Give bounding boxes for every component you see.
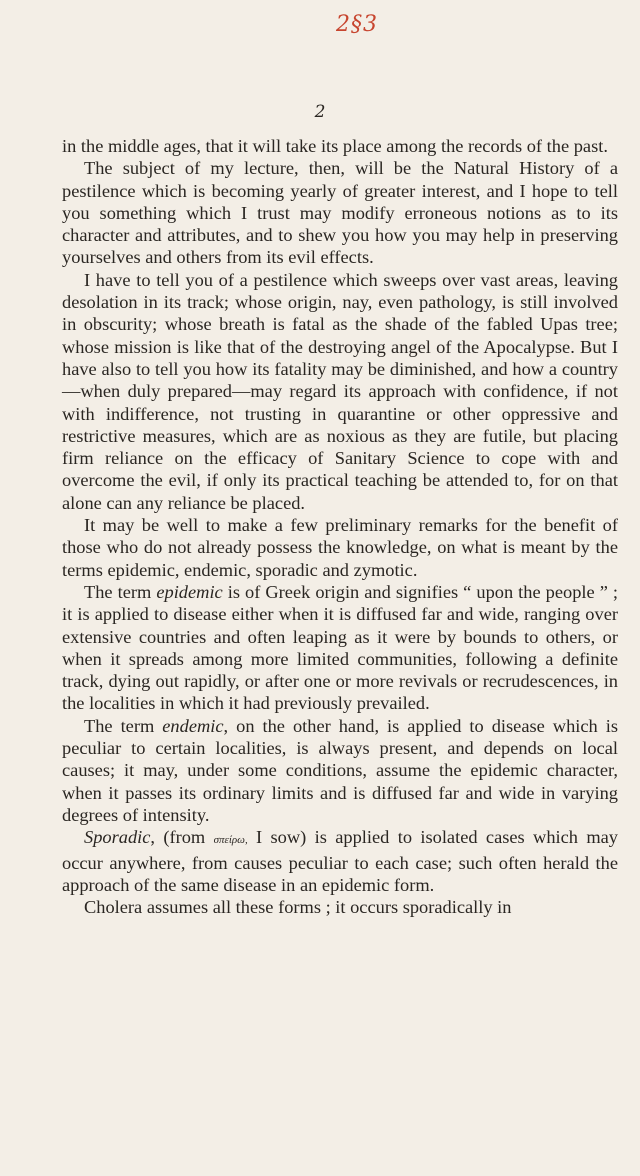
paragraph-sporadic-post: I sow) is applied to isolated cases which may occur anywhere, from causes peculiar to each case; such often herald the approach of the same disease in an epidemic form. [62,827,618,895]
paragraph-endemic-post: , on the other hand, is applied to disease which is peculiar to certain localities, is always present, and depends on local causes; it may, under some conditions, assume the epidemic character, when it passes its ordinary limits and is diffused far and wide in varying degrees of intensity. [62,715,618,825]
paragraph-sporadic [62,826,618,896]
paragraph-epidemic [62,581,618,715]
paragraph-1: in the middle ages, that it will take its place among the records of the past. [62,136,608,156]
text-body [62,135,618,918]
paragraph-endemic [62,715,618,826]
paragraph-sporadic-mid: , (from [150,827,214,848]
greek-word: σπείρω, [213,834,248,847]
paragraph-endemic-pre: The term [84,715,163,736]
paragraph-4: It may be well to make a few preliminary remarks for the benefit of those who do not already possess the knowledge, on what is meant by the terms epidemic, endemic, sporadic and zymotic. [62,515,618,580]
paragraph-epidemic-post: is of Greek origin and signifies “ upon the people ” ; it is applied to disease either when it is diffused far and wide, ranging over extensive countries and often leaping as it were by bounds to others, or when it spreads among more limited communities, following a definite track, dying out rapidly, or after one or more revivals or recrudescences, in the localities in which it had previously prevailed. [62,581,618,714]
term-endemic: endemic [162,715,224,736]
paragraph-epidemic-pre: The term [84,581,157,602]
term-sporadic: Sporadic [84,827,151,848]
paragraph-cholera: Cholera assumes all these forms ; it occurs sporadically in [84,897,512,918]
term-epidemic: epidemic [156,581,223,602]
paragraph-3: I have to tell you of a pestilence which sweeps over vast areas, leaving desolation in its track; whose origin, nay, even pathology, is still involved in obscurity; whose breath is fatal as the shade of the fabled Upas tree; whose mission is like that of the destroying angel of the Apocalypse. But I have also to tell you how its fatality may be diminished, and how a country—when duly prepared—may regard its approach with confidence, if not with indifference, not trusting in quarantine or other oppressive and restrictive measures, which are as noxious as they are futile, but placing firm reliance on the efficacy of Sanitary Science to cope with and overcome the evil, if only its practical teaching be attended to, for on that alone can any reliance be placed. [62,269,618,513]
paragraph-2: The subject of my lecture, then, will be the Natural History of a pestilence which is becoming yearly of greater interest, and I hope to tell you something which I trust may modify erroneous notions as to its character and attributes, and to shew you how you may help in preserving yourselves and others from its evil effects. [62,158,618,268]
handwritten-page-mark: 2§3 [336,12,378,37]
page-number: 2 [314,102,326,122]
